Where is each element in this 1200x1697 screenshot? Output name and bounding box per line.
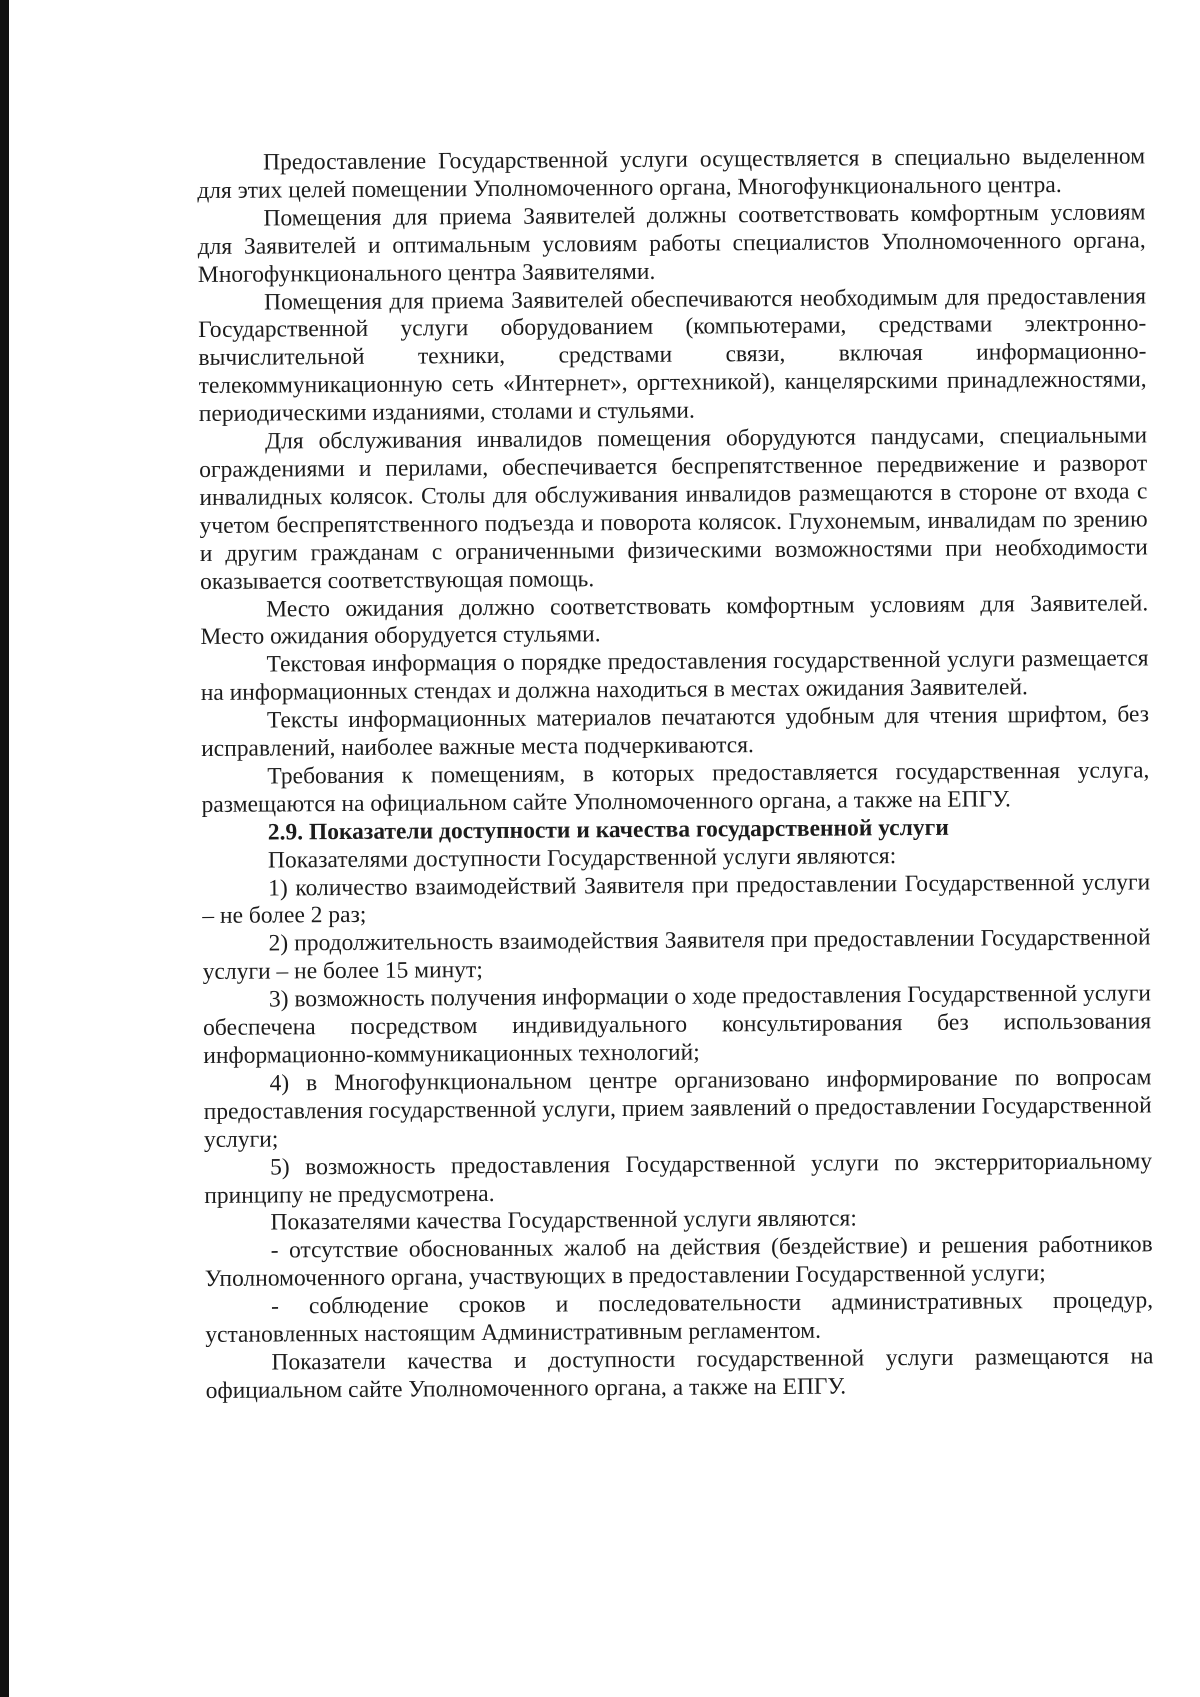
paragraph-requirements-published: Требования к помещениям, в которых предоставляется государственная услуга, размещаются на официальном сайте Уполномоченного органа, а также на ЕПГУ. — [201, 757, 1150, 818]
paragraph-premises-equipment: Помещения для приема Заявителей обеспечиваются необходимым для предоставления Государственной услуги оборудованием (компьютерами, средствами электронно-вычислительной техники, средствами связи, включая информационно-телекоммуникационную сеть «Интернет», оргтехникой), канцелярскими принадлежностями, периодическими изданиями, столами и стульями. — [198, 282, 1147, 428]
list-item-availability-1: 1) количество взаимодействий Заявителя при предоставлении Государственной услуги – не более 2 раз; — [202, 868, 1151, 930]
paragraph-availability-intro: Показателями доступности Государственной услуги являются: — [267, 842, 897, 874]
list-item-availability-5: 5) возможность предоставления Государственной услуги по экстерриториальному принципу не предусмотрена. — [204, 1147, 1153, 1209]
paragraph-materials-font: Тексты информационных материалов печатаются удобным для чтения шрифтом, без исправлений, наиболее важные места подчеркиваются. — [201, 701, 1150, 763]
document-body — [197, 143, 1154, 1405]
paragraph-premises: Предоставление Государственной услуги осуществляется в специально выделенном для этих целей помещении Уполномоченного органа, Многофункционального центра. — [197, 143, 1146, 204]
paragraph-text-information: Текстовая информация о порядке предоставления государственной услуги размещается на информационных стендах и должна находиться в местах ожидания Заявителей. — [200, 645, 1149, 707]
list-item-availability-3: 3) возможность получения информации о ходе предоставления Государственной услуги обеспечена посредством индивидуального консультирования без использования информационно-коммуникационных технологий; — [203, 980, 1152, 1069]
paragraph-quality-intro: Показателями качества Государственной услуги являются: — [270, 1205, 857, 1236]
section-heading: 2.9. Показатели доступности и качества государственной услуги — [267, 814, 949, 846]
list-item-availability-4: 4) в Многофункциональном центре организовано информирование по вопросам предоставления государственной услуги, прием заявлений о предоставлении Государственной услуги; — [203, 1064, 1152, 1153]
paragraph-indicators-published: Показатели качества и доступности государственной услуги размещаются на официальном сайте Уполномоченного органа, а также на ЕПГУ. — [205, 1343, 1154, 1404]
list-item-quality-1: - отсутствие обоснованных жалоб на действия (бездействие) и решения работников Уполномоченного органа, участвующих в предоставлении Государственной услуги; — [204, 1231, 1153, 1293]
list-item-quality-2: - соблюдение сроков и последовательности административных процедур, установленных настоящим Административным регламентом. — [205, 1287, 1154, 1349]
paragraph-disabled-access: Для обслуживания инвалидов помещения оборудуются пандусами, специальными ограждениями и перилами, обеспечивается беспрепятственное передвижение и разворот инвалидных колясок. Столы для обслуживания инвалидов размещаются в стороне от входа с учетом беспрепятственного подъезда и поворота колясок. Глухонемым, инвалидам по зрению и другим гражданам с ограниченными физическими возможностями при необходимости оказывается соответствующая помощь. — [199, 422, 1148, 595]
list-item-availability-2: 2) продолжительность взаимодействия Заявителя при предоставлении Государственной услуги – не более 15 минут; — [202, 924, 1151, 986]
paragraph-waiting-area: Место ожидания должно соответствовать комфортным условиям для Заявителей. Место ожидания оборудуется стульями. — [200, 589, 1149, 651]
paragraph-premises-comfort: Помещения для приема Заявителей должны соответствовать комфортным условиям для Заявителей и оптимальным условиям работы специалистов Уполномоченного органа, Многофункционального центра Заявителями. — [197, 199, 1146, 288]
